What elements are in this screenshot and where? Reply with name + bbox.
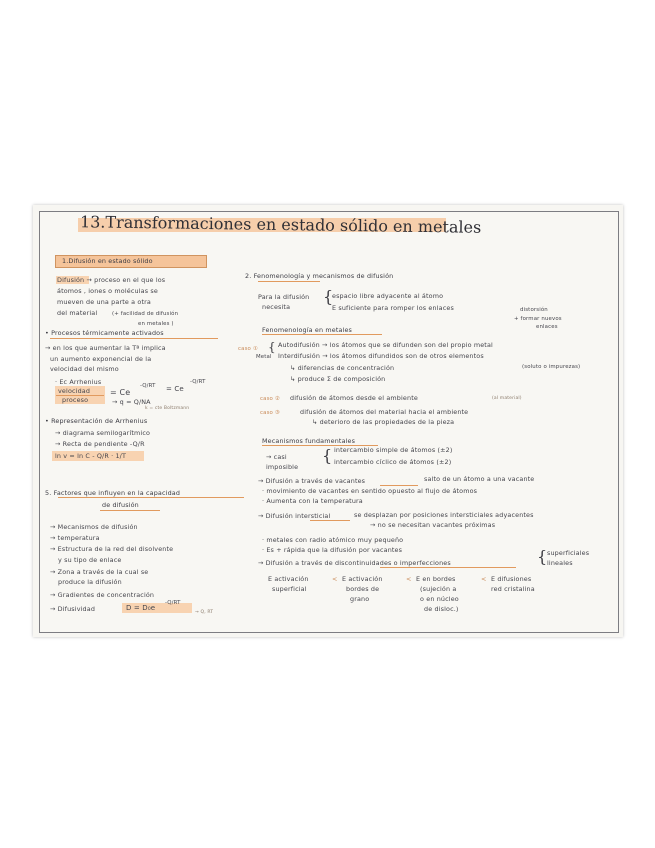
def-line: Difusión → proceso en el que los (57, 276, 166, 284)
procesos-heading: • Procesos térmicamente activados (45, 329, 164, 337)
met-line: · metales con radio atómico muy pequeño (262, 536, 404, 544)
brace: { (322, 446, 333, 465)
vac-line: → Difusión a través de vacantes (258, 477, 366, 485)
ener-item: superficial (272, 585, 307, 593)
ener-item: de disloc.) (424, 605, 459, 613)
def-line: mueven de una parte a otra (57, 298, 151, 306)
underline (58, 497, 244, 498)
brace: { (537, 547, 548, 566)
caso1-line: Interdifusión → los átomos difundidos son de otros elementos (278, 352, 484, 360)
underline (50, 338, 218, 339)
difusividad-eq: D = D₀e (126, 604, 156, 612)
inter-line: → Difusión intersticial (258, 512, 331, 520)
def-line: del material (57, 309, 98, 317)
ener-item: E en bordes (416, 575, 456, 583)
caso-label: caso ① (238, 346, 258, 352)
arrhenius-exp: -Q/RT (140, 383, 156, 389)
fen-item: + formar nuevos (514, 316, 562, 322)
ener-lt: < (332, 575, 338, 583)
mec-label: imposible (266, 463, 299, 471)
procesos-line: un aumento exponencial de la (50, 355, 152, 363)
factor-item: → Mecanismos de difusión (50, 523, 138, 531)
fen-item: E suficiente para romper los enlaces (332, 304, 454, 312)
factores-heading-2: de difusión (102, 501, 139, 509)
def-note: en metales ) (138, 321, 174, 327)
arrhenius-k: k = cte Boltzmann (145, 406, 190, 411)
imp-line: → Difusión a través de discontinuidades o imperfecciones (258, 559, 451, 567)
ener-item: E difusiones (491, 575, 532, 583)
arrhenius-eq: = Ce (110, 388, 131, 397)
caso2-note: (al material) (492, 396, 522, 401)
def-note: (+ facilidad de difusión (112, 311, 179, 317)
ener-item: E activación (268, 575, 309, 583)
factor-item: → Zona a través de la cual se (50, 568, 149, 576)
ener-lt: < (481, 575, 487, 583)
fen-item: espacio libre adyacente al átomo (332, 292, 444, 300)
caso-label: caso ③ (260, 410, 280, 416)
vac-line: salto de un átomo a una vacante (424, 475, 535, 483)
arrhenius-eq2: = Ce (166, 385, 184, 393)
underline (262, 334, 382, 335)
ener-item: E activación (342, 575, 383, 583)
ener-lt: < (406, 575, 412, 583)
arrhenius-label: · Ec Arrhenius (55, 378, 102, 386)
vac-line: · Aumenta con la temperatura (262, 497, 363, 505)
brace: { (268, 340, 276, 354)
inter-line: → no se necesitan vacantes próximas (370, 521, 496, 529)
difusividad-exp: -Q/RT (165, 600, 181, 606)
underline (258, 281, 320, 282)
caso3-line: ↳ deterioro de las propiedades de la pieza (312, 418, 455, 426)
underline (380, 485, 418, 486)
arrhenius-proceso: proceso (62, 396, 89, 404)
mec-heading: Mecanismos fundamentales (262, 437, 356, 445)
mec-item: intercambio simple de átomos (±2) (334, 446, 453, 454)
rep-line: → diagrama semilogarítmico (55, 429, 151, 437)
factor-item: produce la difusión (58, 578, 122, 586)
caso2-line: difusión de átomos desde el ambiente (290, 394, 418, 402)
ener-item: bordes de (346, 585, 380, 593)
caso1-note: (soluto o impurezas) (522, 364, 581, 370)
caso3-line: difusión de átomos del material hacia el ambiente (300, 408, 469, 416)
ener-item: grano (350, 595, 370, 603)
def-line: átomos , iones o moléculas se (57, 287, 158, 295)
fen-label: Para la difusión (258, 293, 310, 301)
rep-line: → Recta de pendiente -Q/R (55, 440, 145, 448)
factor-item: → Gradientes de concentración (50, 591, 155, 599)
met-line: · Es + rápida que la difusión por vacantes (262, 546, 403, 554)
fen-label: necesita (262, 303, 291, 311)
arrhenius-velocidad: velocidad (58, 387, 91, 395)
mec-label: → casi (266, 453, 287, 461)
factor-item: → Difusividad (50, 605, 96, 613)
caso1-line: ↳ produce Σ de composición (290, 375, 386, 383)
imp-item: superficiales (547, 549, 590, 557)
caso1-line: Autodifusión → los átomos que se difunden son del propio metal (278, 341, 493, 349)
underline (310, 520, 350, 521)
metales-heading: Fenomenología en metales (262, 326, 353, 334)
imp-item: lineales (547, 559, 573, 567)
caso1-line: ↳ diferencias de concentración (290, 364, 395, 372)
factor-item: → temperatura (50, 534, 100, 542)
factor-item: → Estructura de la red del disolvente (50, 545, 174, 553)
fen-item: enlaces (536, 324, 558, 330)
brace: { (323, 287, 334, 306)
arrhenius-exp2: -Q/RT (190, 379, 206, 385)
ener-item: red cristalina (491, 585, 535, 593)
fen-heading: 2. Fenomenología y mecanismos de difusión (245, 272, 394, 280)
ener-item: (sujeción a (420, 585, 457, 593)
vac-line: · movimiento de vacantes en sentido opuesto al flujo de átomos (262, 487, 478, 495)
difusividad-note: → Q, RT (195, 610, 214, 615)
factores-heading: 5. Factores que influyen en la capacidad (45, 489, 181, 497)
section-title: 1.Difusión en estado sólido (62, 257, 153, 265)
arrhenius-q: → q = Q/NA (112, 398, 151, 406)
inter-line: se desplazan por posiciones intersticiales adyacentes (354, 511, 534, 519)
ener-item: o en núcleo (420, 595, 459, 603)
caso-metal: Metal (256, 354, 272, 360)
procesos-line: velocidad del mismo (50, 365, 119, 373)
factor-item: y su tipo de enlace (58, 556, 122, 564)
fen-item: distorsión (520, 307, 548, 313)
procesos-line: → en los que aumentar la Tª implica (45, 344, 166, 352)
rep-eq: ln v = ln C - Q/R · 1/T (55, 452, 127, 460)
caso-label: caso ② (260, 396, 280, 402)
underline (380, 567, 516, 568)
mec-item: intercambio cíclico de átomos (±2) (334, 458, 452, 466)
page-title: 13.Transformaciones en estado sólido en metales (79, 212, 482, 237)
underline (100, 510, 160, 511)
rep-heading: • Representación de Arrhenius (45, 417, 148, 425)
